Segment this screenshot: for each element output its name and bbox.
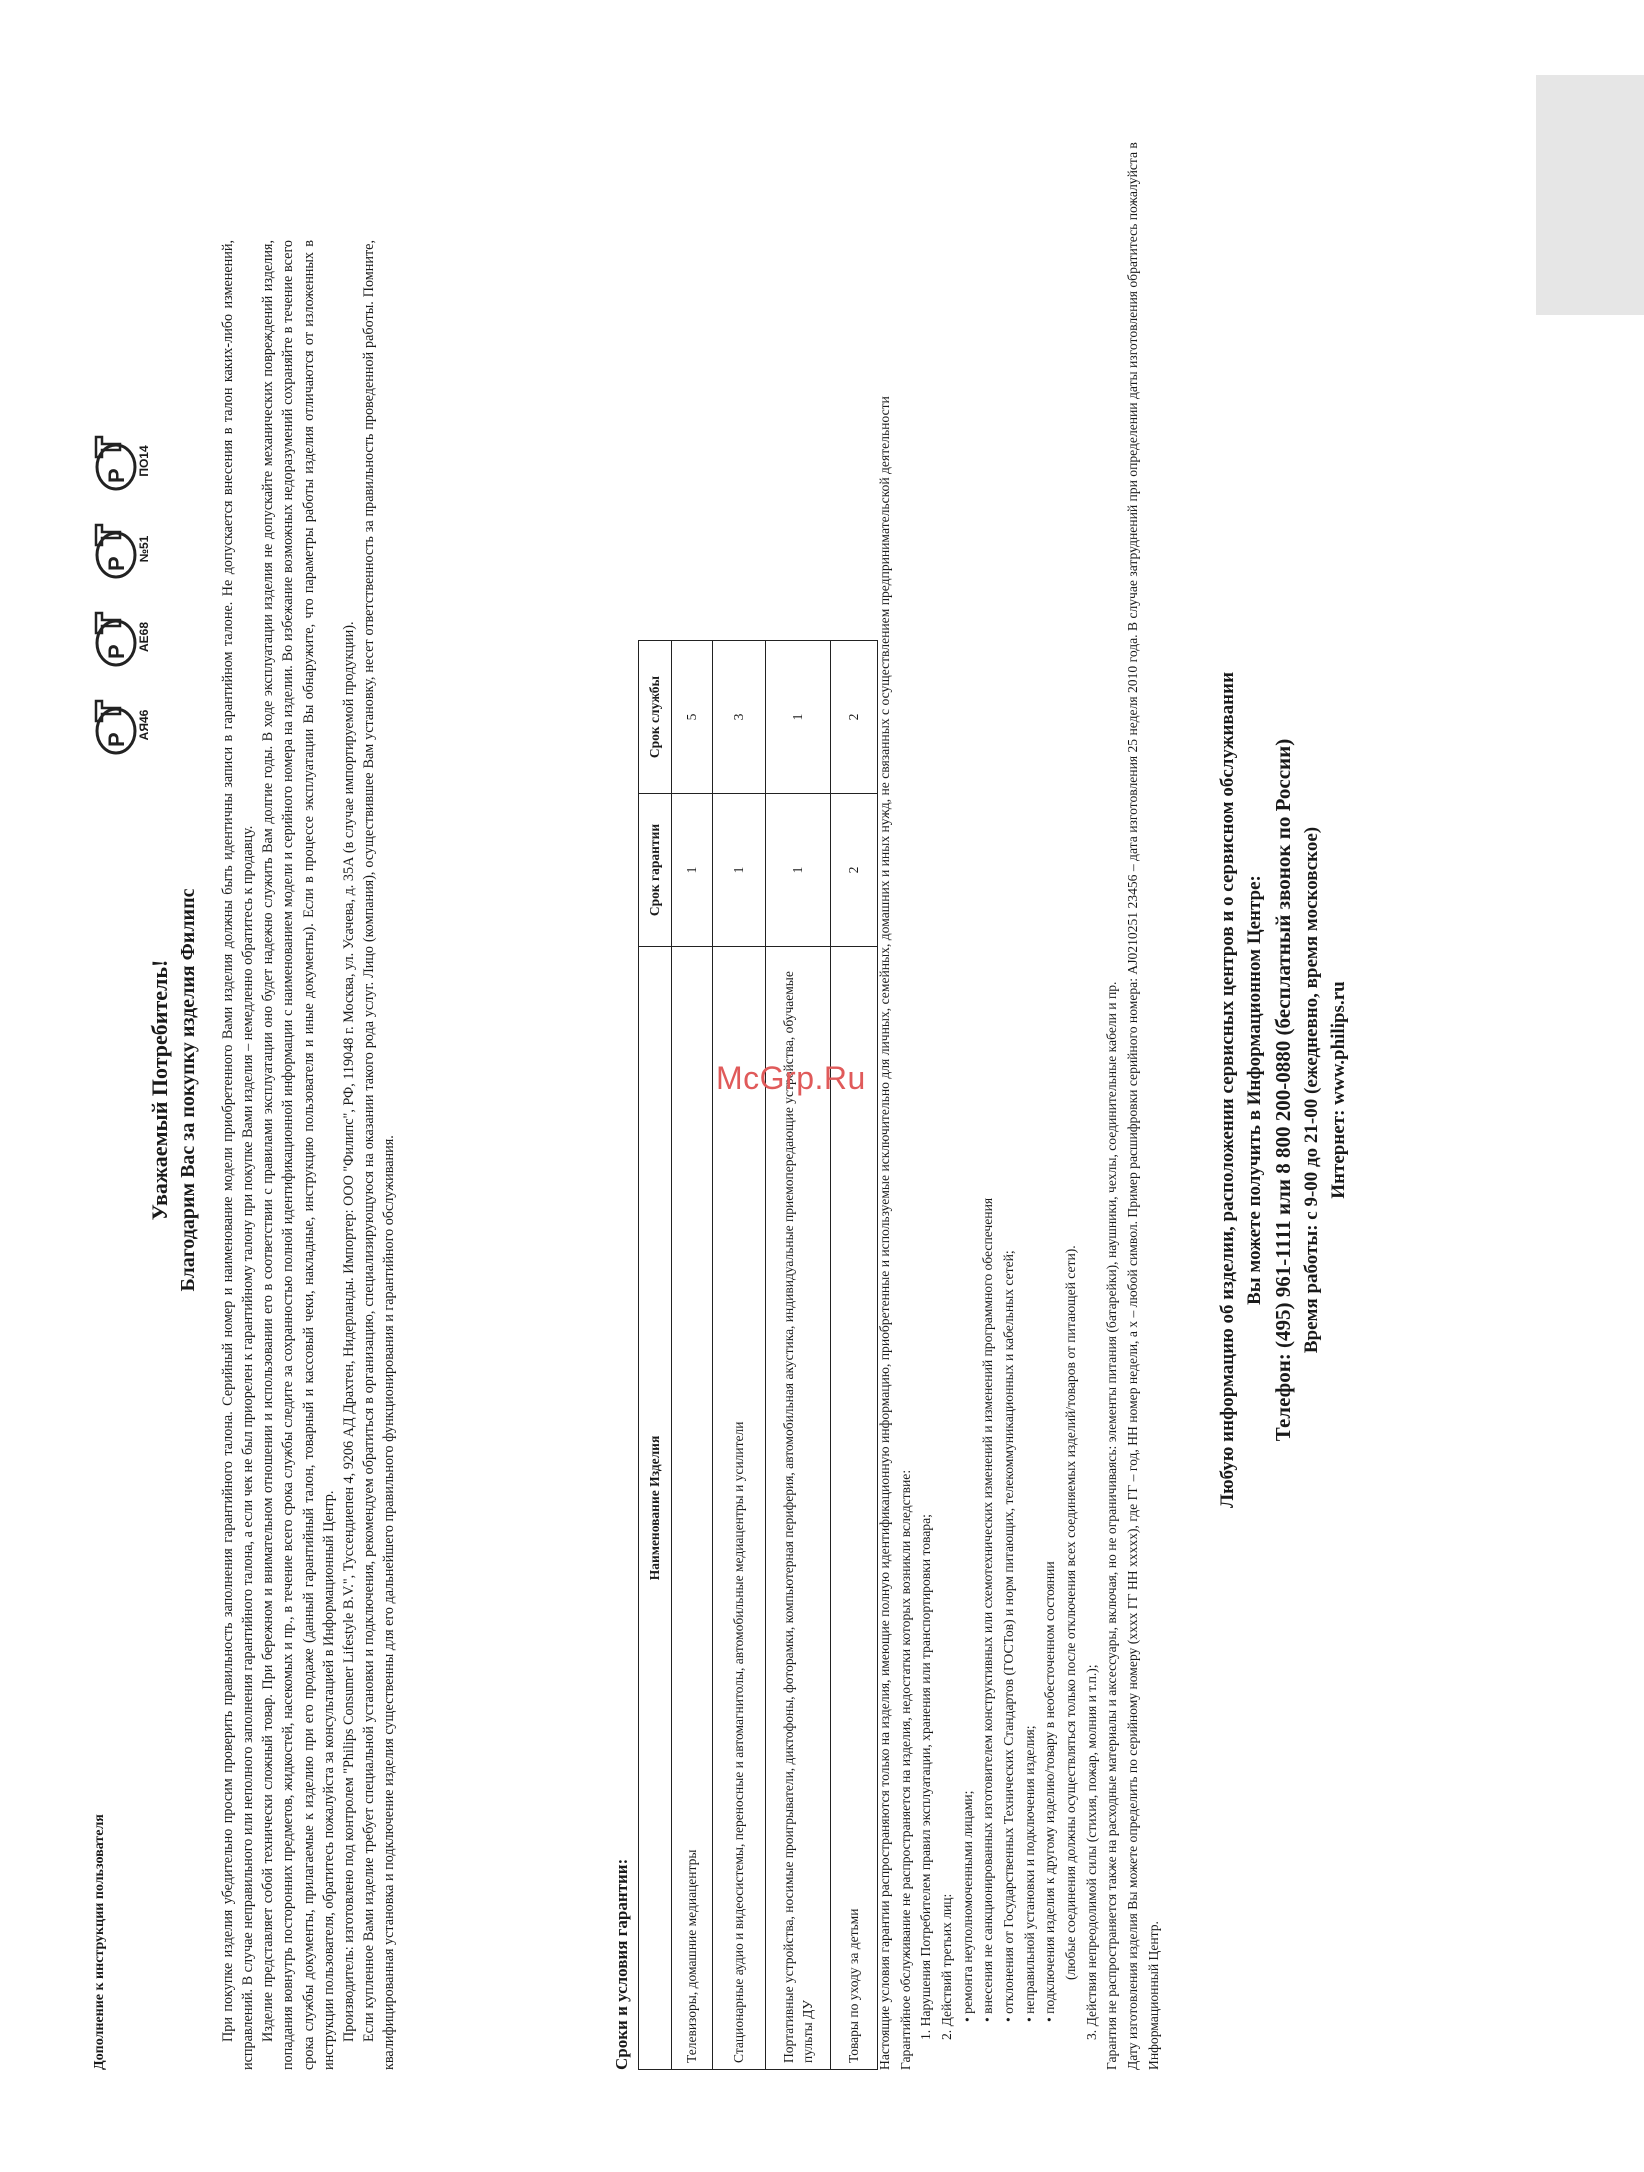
warranty-section-title: Сроки и условия гарантии: — [612, 1858, 631, 2070]
terms-item: 2. Действий третьих лиц: — [938, 1893, 954, 2040]
terms-item: 1. Нарушения Потребителем правил эксплуатации, хранения или транспортировки товара; — [918, 1514, 934, 2040]
table-row — [831, 641, 878, 2070]
intro-text — [218, 240, 399, 2070]
table-row — [713, 641, 766, 2070]
certification-logo-4 — [90, 426, 153, 496]
contact-phone: Телефон: (495) 961-1111 или 8 800 200-0880 (бесплатный звонок по России) — [1270, 738, 1295, 1442]
terms-paragraph: Настоящие условия гарантии распространяются только на изделия, имеющие полную идентификационную информацию, приобретенные и используемые исключительно для личных, семейных, домашних и иных нужд, не связанных с осуществлением предпринимательской деятельности — [877, 396, 892, 2070]
table-header-row — [639, 641, 672, 2070]
warranty-terms — [875, 130, 1164, 2070]
service-life-cell: 1 — [766, 641, 831, 794]
warranty-table — [638, 640, 878, 2070]
service-life-cell: 3 — [713, 641, 766, 794]
contact-info — [1215, 110, 1353, 2070]
page-title — [145, 110, 202, 2070]
logo-code: ПО14 — [137, 445, 151, 477]
pct-mark-icon — [90, 693, 138, 757]
svg-text:Р: Р — [104, 644, 129, 659]
supplement-label: Дополнение к инструкции пользователя — [92, 1814, 107, 2070]
terms-bullet: • внесения не санкционированных изготовителем конструктивных или схемотехнических изменений и изменений программного обеспечения — [980, 1197, 996, 2022]
terms-paragraph: Дату изготовления изделия Вы можете определить по серийному номеру (хххх ГГ НН ххххх), где ГГ – год, НН номер недели, а х – любой символ. Пример расшифровки серийного номера: АЈ0210251 23456 – дата изготовления 25 неделя 2010 года. В случае затруднений при определении даты изготовления обратитесь пожалуйста в Информационный Центр. — [1124, 142, 1161, 2070]
page-edge-tab — [1536, 75, 1644, 315]
pct-mark-icon — [90, 429, 138, 493]
terms-bullet: • неправильной установки и подключения изделия; — [1021, 1725, 1037, 2022]
intro-paragraph: Производитель: изготовлено под контролем "Philips Consumer Lifestyle B.V.", Туссендиепен 4, 9206 АД Драхтен, Нидерланды. Импортер: ООО "Филипс", РФ, 119048 г. Москва, ул. Усачева, д. 35А (в случае импортируемой продукции). — [340, 621, 357, 2042]
terms-bullet: • подключения изделия к другому изделию/товару в необесточенном состоянии — [1042, 1561, 1058, 2022]
logo-code: №51 — [137, 535, 151, 563]
pct-mark-icon — [90, 517, 138, 581]
warranty-term-cell: 1 — [713, 794, 766, 947]
terms-bullet: • отклонения от Государственных Технических Стандартов (ГОСТов) и норм питающих, телекоммуникационных и кабельных сетей; — [1000, 1250, 1016, 2022]
service-life-cell: 2 — [831, 641, 878, 794]
terms-item: 3. Действия непреодолимой силы (стихия, пожар, молния и т.п.); — [1083, 1664, 1099, 2040]
pct-mark-icon — [90, 605, 138, 669]
contact-line: Любую информацию об изделии, расположении сервисных центров и о сервисном обслуживании — [1217, 671, 1238, 1509]
intro-paragraph: Изделие представляет собой технически сложный товар. При бережном и внимательном отношении и использовании его в соответствии с правилами эксплуатации оно будет надежно служить Вам долгие годы. В ходе эксплуатации изделия не допускайте механических повреждений изделия, попадания вовнутрь посторонних предметов, жидкостей, насекомых и пр., в течение всего срока службы следите за сохранностью полной идентификационной информации с наименованием модели и серийного номера на изделии. Во избежание возможных недоразумений сохраняйте в течение всего срока службы документы, прилагаемые к изделию при его продаже (данный гарантийный талон, товарный и кассовый чеки, накладные, инструкцию пользователя и иные документы). Если в процессе эксплуатации Вы обнаружите, что параметры работы изделия отличаются от изложенных в инструкции пользователя, обратитесь пожалуйста за консультацией в Информационный Центр. — [260, 240, 337, 2070]
title-greeting: Уважаемый Потребитель! — [147, 959, 172, 1221]
svg-text:Р: Р — [104, 732, 129, 747]
certification-logo-2 — [90, 602, 153, 672]
column-header: Срок гарантии — [639, 794, 672, 947]
product-name-cell: Портативные устройства, носимые проигрыватели, диктофоны, фоторамки, компьютерная периферия, автомобильная акустика, индивидуальные приемопередающие устройства, обучаемые пульты ДУ — [766, 947, 831, 2070]
contact-website: Интернет: www.philips.ru — [1327, 981, 1349, 1199]
certification-logo-1 — [90, 690, 153, 760]
product-name-cell: Телевизоры, домашние медиацентры — [672, 947, 713, 2070]
intro-paragraph: При покупке изделия убедительно просим проверить правильность заполнения гарантийного талона. Серийный номер и наименование модели приобретенного Вами изделия должны быть идентичны записи в гарантийном талоне. Не допускается внесения в талон каких-либо изменений, исправлений. В случае неправильного или неполного заполнения гарантийного талона, а если чек не был приорелен к гарантийному талону при покупке Вами изделия – немедленно обратитесь к продавцу. — [220, 240, 257, 2070]
product-name-cell: Стационарные аудио и видеосистемы, переносные и автомагнитолы, автомобильные медиацентры и усилители — [713, 947, 766, 2070]
table-row — [766, 641, 831, 2070]
intro-paragraph: Если купленное Вами изделие требует специальной установки и подключения, рекомендуем обратиться в организацию, специализирующуюся на оказании такого рода услуг. Лицо (компания), осуществившее Вам установку, несет ответственность за правильность проведенной работы. Помните, квалифицированная установка и подключение изделия существенны для его дальнейшего правильного функционирования и гарантийного обслуживания. — [361, 240, 398, 2070]
watermark: McGrp.Ru — [716, 1060, 866, 1096]
warranty-term-cell: 1 — [766, 794, 831, 947]
table-row — [672, 641, 713, 2070]
terms-paragraph: Гарантийное обслуживание не распространяется на изделия, недостатки которых возникли вследствие: — [897, 1469, 913, 2070]
service-life-cell: 5 — [672, 641, 713, 794]
terms-note: (любые соединения должны осуществляться только после отключения всех соединяемых изделий/товаров от питающей сети). — [1062, 1245, 1078, 1980]
svg-text:Р: Р — [104, 468, 129, 483]
warranty-term-cell: 1 — [672, 794, 713, 947]
terms-paragraph: Гарантия не распространяется также на расходные материалы и аксессуары, включая, но не ограничиваясь: элементы питания (батарейки), наушники, чехлы, соединительные кабели и пр. — [1104, 981, 1120, 2070]
certification-logos — [90, 426, 153, 760]
contact-line: Вы можете получить в Информационном Центре: — [1243, 875, 1265, 1305]
warranty-term-cell: 2 — [831, 794, 878, 947]
svg-text:Р: Р — [104, 556, 129, 571]
contact-hours: Время работы: с 9-00 до 21-00 (ежедневно, время московское) — [1300, 826, 1322, 1354]
terms-bullet: • ремонта неуполномоченными лицами; — [959, 1790, 975, 2022]
certification-logo-3 — [90, 514, 153, 584]
column-header: Наименование Изделия — [639, 947, 672, 2070]
logo-code: АЯ46 — [137, 709, 151, 741]
product-name-cell: Товары по уходу за детьми — [831, 947, 878, 2070]
title-thanks: Благодарим Вас за покупку изделия Филипс — [176, 888, 199, 1292]
column-header: Срок службы — [639, 641, 672, 794]
logo-code: АЕ68 — [137, 621, 151, 653]
